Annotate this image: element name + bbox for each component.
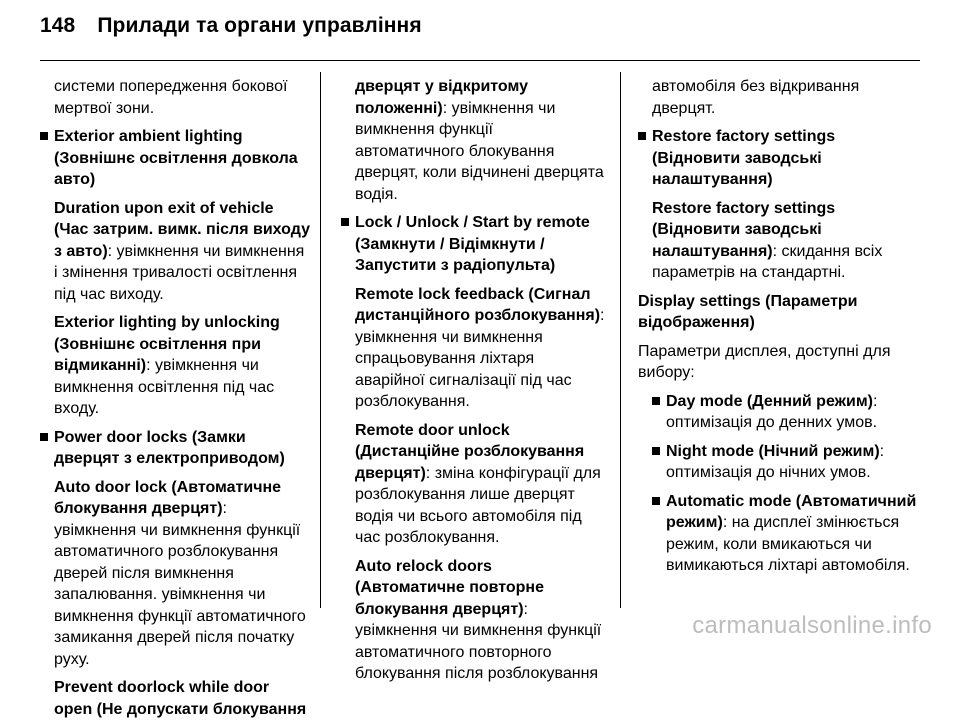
list-item bbox=[40, 427, 310, 721]
setting-desc: Remote lock feedback (Сигнал дистанційного розблокування): увімкнення чи вимкнення спрацьовування ліхтаря аварійної сигналізації під час розблокування. bbox=[355, 285, 605, 410]
continued-text: автомобіля без відкривання дверцят. bbox=[652, 78, 860, 117]
page-number: 148 bbox=[40, 14, 76, 37]
setting-desc: Restore factory settings (Відновити заводські налаштування): скидання всіх параметрів на стандартні. bbox=[652, 199, 883, 281]
intro-text: системи попередження бокової мертвої зони. bbox=[54, 78, 288, 117]
bullet-square-icon bbox=[40, 132, 48, 140]
header-rule bbox=[40, 60, 920, 61]
list-item: Day mode (Денний режим): оптимізація до денних умов. bbox=[652, 391, 920, 434]
bullet-square-icon bbox=[638, 132, 646, 140]
item-title: Restore factory settings (Відновити заводські налаштування) bbox=[652, 128, 836, 188]
column-3 bbox=[638, 76, 920, 584]
setting-desc: Duration upon exit of vehicle (Час затрим. вимк. після виходу з авто): увімкнення чи вимкнення і змінення тривалості освітлення під час виходу. bbox=[54, 199, 310, 303]
setting-desc: Exterior lighting by unlocking (Зовнішнє освітлення при відмиканні): увімкнення чи вимкнення освітлення під час входу. bbox=[54, 314, 280, 417]
item-title: Power door locks (Замки дверцят з електроприводом) bbox=[54, 428, 285, 467]
list-item: Automatic mode (Автоматичний режим): на дисплеї змінюється режим, коли вмикаються чи вимикаються ліхтарі автомобіля. bbox=[652, 491, 920, 577]
column-divider bbox=[320, 72, 321, 608]
setting-title: Prevent doorlock while door open (Не допускати блокування bbox=[54, 679, 307, 718]
item-title: Exterior ambient lighting (Зовнішнє освітлення довкола авто) bbox=[54, 128, 298, 188]
list-item bbox=[40, 126, 310, 420]
watermark: carmanualsonline.info bbox=[692, 612, 932, 639]
bullet-square-icon bbox=[40, 433, 48, 441]
bullet-square-icon bbox=[652, 397, 660, 405]
bullet-square-icon bbox=[652, 447, 660, 455]
bullet-square-icon bbox=[652, 497, 660, 505]
page-header bbox=[40, 14, 422, 38]
list-item bbox=[341, 212, 606, 685]
setting-desc: Auto relock doors (Автоматичне повторне блокування дверцят): увімкнення чи вимкнення функції автоматичного повторного блокування після розблокування bbox=[355, 557, 602, 682]
setting-desc: дверцят у відкритому положенні): увімкнення чи вимкнення функції автоматичного блокування дверцят, коли відчинені дверцята водія. bbox=[355, 78, 604, 203]
section-heading: Display settings (Параметри відображення) bbox=[638, 292, 858, 331]
list-item: Night mode (Нічний режим): оптимізація до нічних умов. bbox=[652, 441, 920, 484]
column-2 bbox=[341, 76, 606, 692]
item-title: Lock / Unlock / Start by remote (Замкнути / Відімкнути / Запустити з радіопульта) bbox=[355, 214, 590, 274]
page-title: Прилади та органи управління bbox=[97, 14, 422, 37]
setting-desc: Auto door lock (Автоматичне блокування дверцят): увімкнення чи вимкнення функції автоматичного розблокування дверей після вимкнення запалювання. увімкнення чи вимкнення функції автоматичного замикання дверей після початку руху. bbox=[54, 478, 306, 668]
bullet-square-icon bbox=[341, 218, 349, 226]
setting-desc: Remote door unlock (Дистанційне розблокування дверцят): зміна конфігурації для розблокування лише дверцят водія чи всього автомобіля під час розблокування. bbox=[355, 421, 601, 546]
list-item bbox=[638, 126, 920, 284]
column-divider bbox=[620, 72, 621, 608]
column-1 bbox=[40, 76, 310, 727]
section-text: Параметри дисплея, доступні для вибору: bbox=[638, 342, 891, 381]
